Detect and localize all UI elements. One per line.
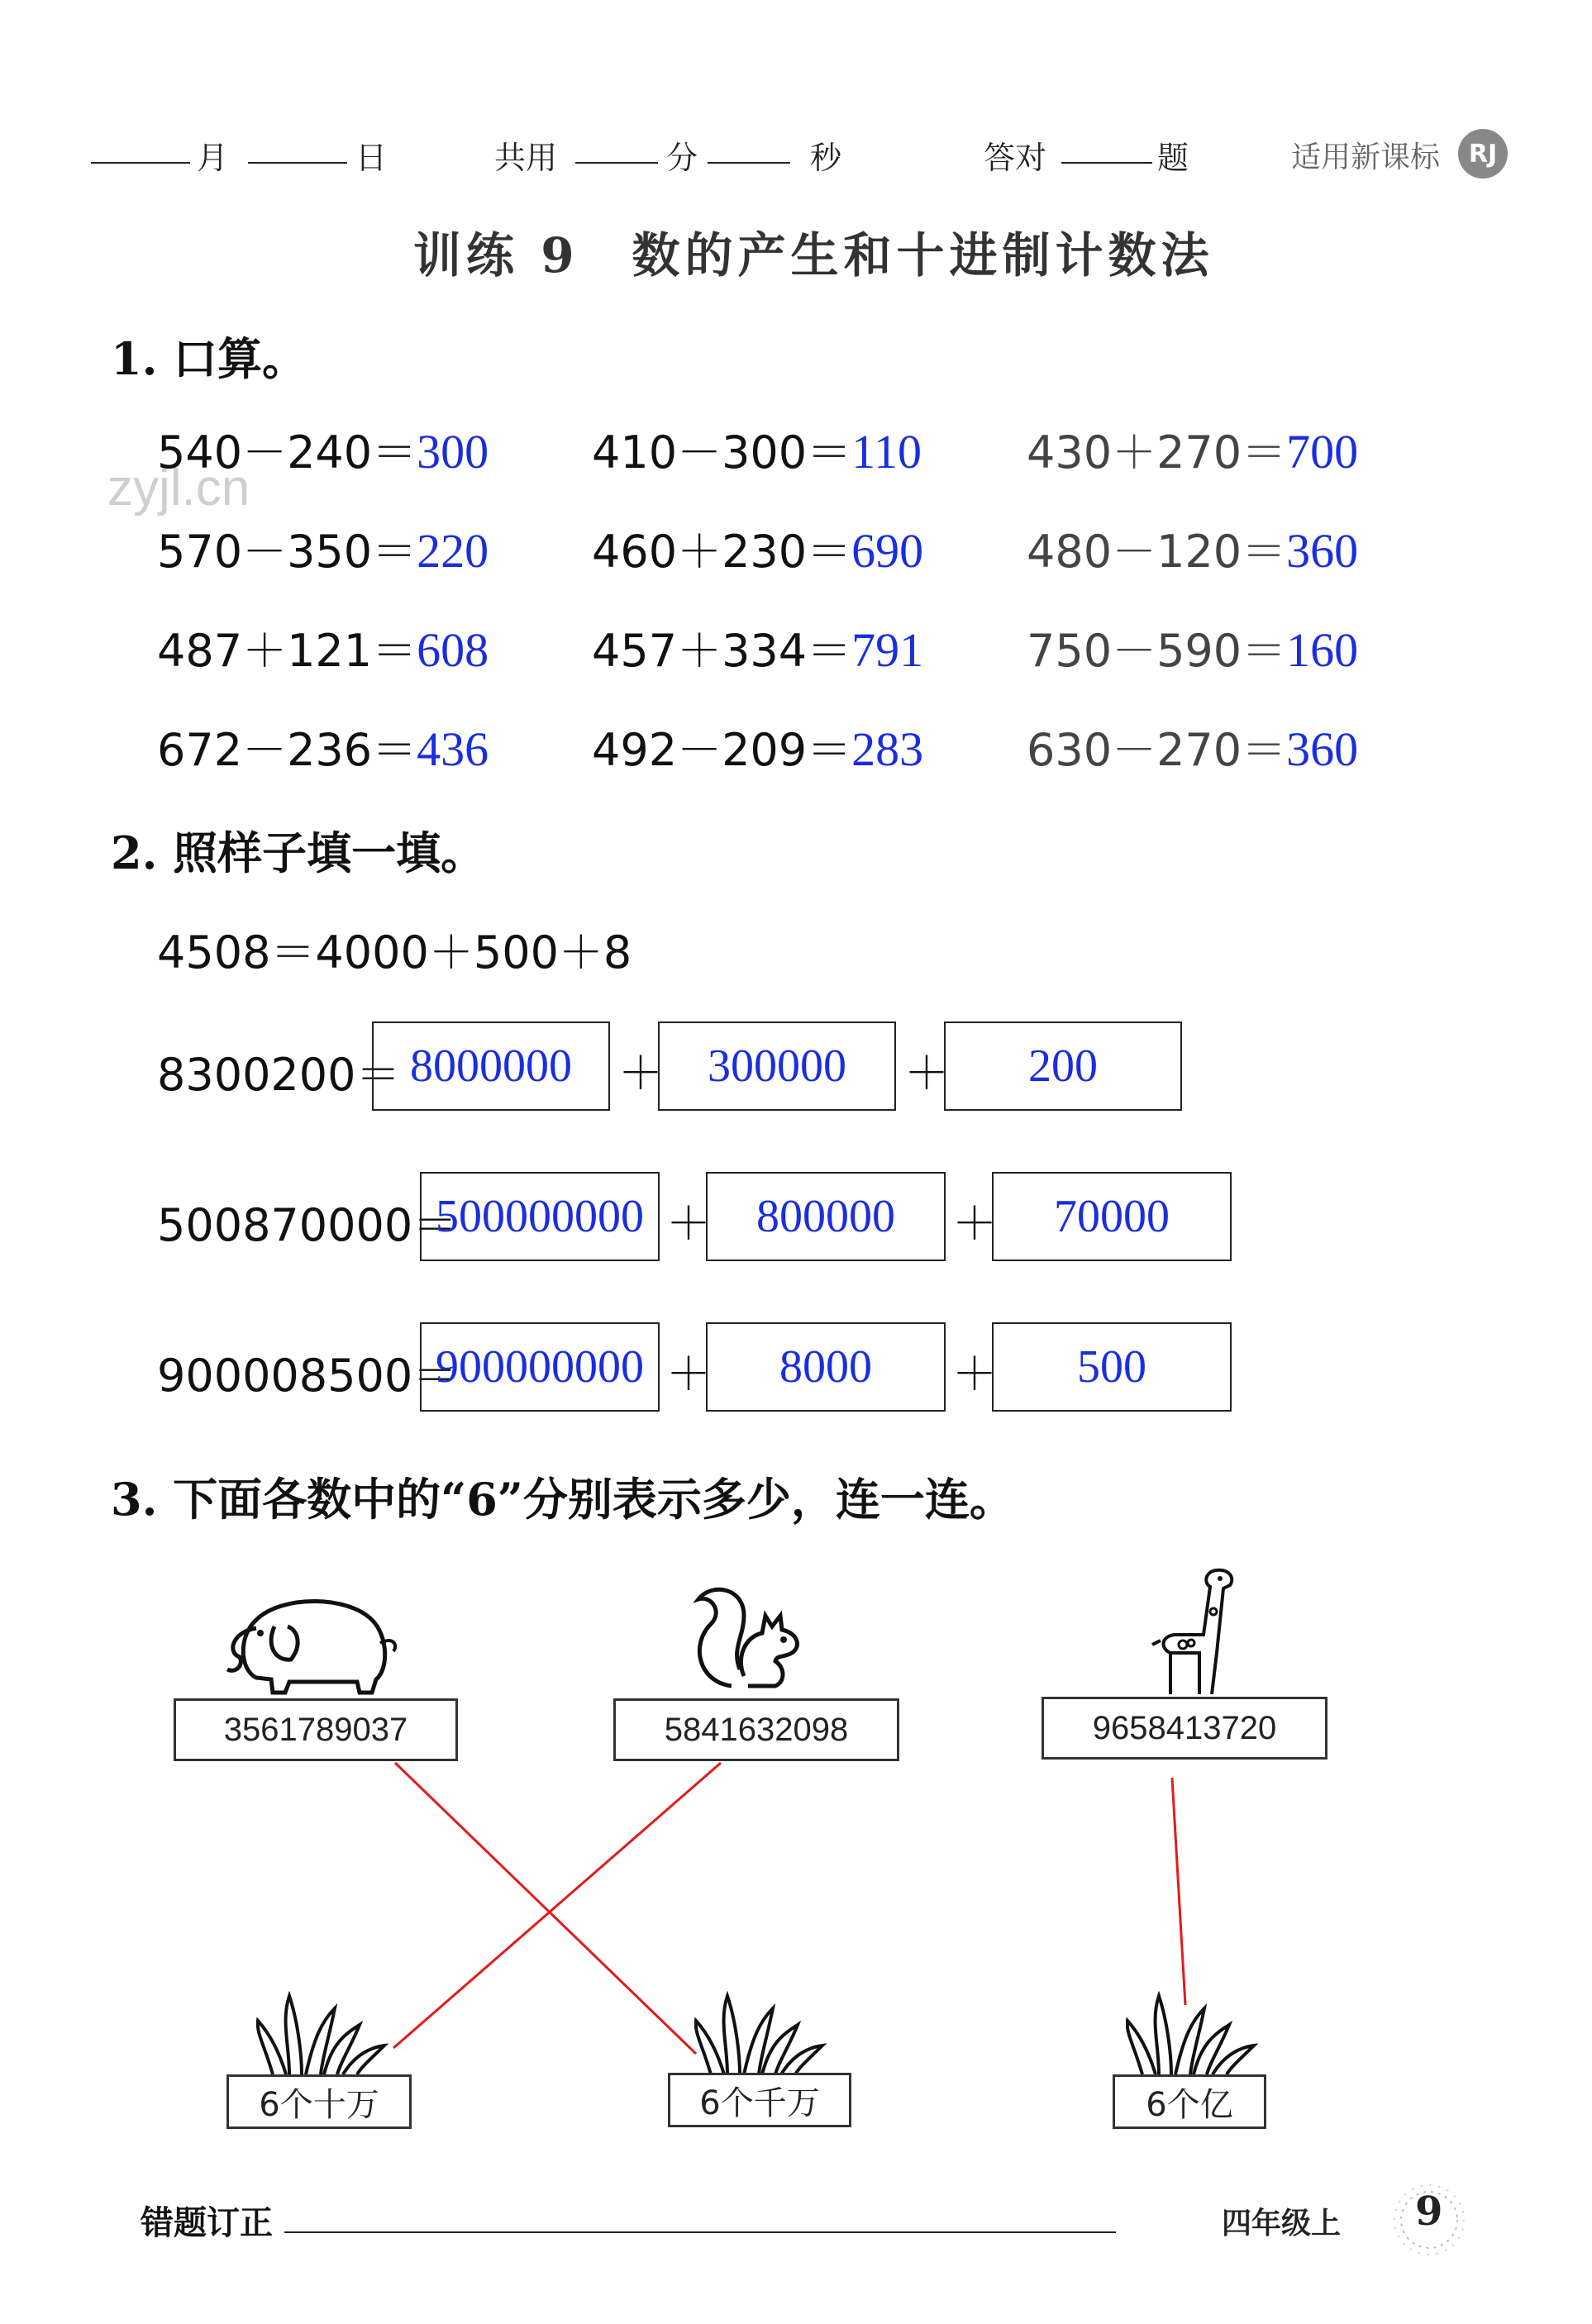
equation-2-1: 570－350＝220	[157, 524, 489, 578]
section2-heading: 2. 照样子填一填。	[111, 826, 486, 879]
answer: 283	[851, 722, 924, 776]
equation-1-1: 540－240＝300	[157, 425, 489, 479]
answer: 700	[1286, 425, 1359, 479]
decompose-lhs-3: 900008500＝	[157, 1350, 458, 1402]
equation-4-1: 672－236＝436	[157, 722, 489, 776]
answer-box[interactable]: 300000	[658, 1022, 896, 1111]
plus-sign: ＋	[952, 1348, 997, 1400]
answer-box[interactable]: 8000	[706, 1322, 946, 1412]
header-total-time: 共用	[494, 140, 558, 176]
decompose-lhs-1: 8300200＝	[157, 1049, 401, 1101]
number-box[interactable]: 9658413720	[1041, 1697, 1327, 1760]
equation-4-3: 630－270＝360	[1027, 722, 1359, 776]
place-value-label[interactable]: 6个十万	[226, 2074, 412, 2129]
equation-3-2: 457＋334＝791	[592, 623, 924, 677]
answer: 690	[851, 524, 924, 578]
answer-box[interactable]: 500	[992, 1322, 1232, 1412]
answer: 110	[851, 425, 922, 479]
answer-box[interactable]: 8000000	[372, 1022, 610, 1111]
plus-sign: ＋	[666, 1348, 711, 1400]
answer-box[interactable]: 800000	[706, 1172, 946, 1261]
answer: 360	[1286, 722, 1359, 776]
header-day: 日	[355, 140, 388, 176]
header-month: 月	[197, 140, 229, 176]
plus-sign: ＋	[618, 1047, 663, 1099]
place-value-label[interactable]: 6个亿	[1113, 2074, 1266, 2129]
connection-line	[395, 1763, 696, 2054]
equation-2-2: 460＋230＝690	[592, 524, 924, 578]
grass-icon	[256, 1988, 388, 2079]
answer: 360	[1286, 524, 1359, 578]
answer-box[interactable]: 900000000	[420, 1322, 660, 1412]
section3-heading: 3. 下面各数中的“6”分别表示多少，连一连。	[111, 1473, 1014, 1526]
header-questions: 题	[1157, 140, 1189, 176]
answer-box[interactable]: 200	[944, 1022, 1182, 1111]
page-title: 训练 9 数的产生和十进制计数法	[413, 227, 1214, 283]
grass-icon	[694, 1988, 827, 2079]
correction-line[interactable]	[284, 2231, 1116, 2233]
answer: 791	[851, 623, 924, 677]
place-value-label[interactable]: 6个千万	[668, 2073, 851, 2127]
connection-line	[393, 1763, 721, 2048]
equation-4-2: 492－209＝283	[592, 722, 924, 776]
decompose-lhs-2: 500870000＝	[157, 1199, 458, 1251]
number-box[interactable]: 3561789037	[174, 1698, 458, 1761]
equation-3-3: 750－590＝160	[1027, 623, 1359, 677]
answer: 220	[417, 524, 489, 578]
equation-2-3: 480－120＝360	[1027, 524, 1359, 578]
example-equation: 4508＝4000＋500＋8	[157, 926, 632, 979]
equation-3-1: 487＋121＝608	[157, 623, 489, 677]
answer: 160	[1286, 623, 1359, 677]
header-curriculum: 适用新课标	[1291, 140, 1441, 174]
correction-label: 错题订正	[141, 2204, 273, 2242]
page-number: 9	[1415, 2188, 1443, 2235]
header-minutes: 分	[666, 140, 698, 176]
number-box[interactable]: 5841632098	[613, 1698, 899, 1761]
plus-sign: ＋	[666, 1198, 711, 1250]
answer: 608	[417, 623, 489, 677]
header-seconds: 秒	[810, 140, 842, 176]
equation-1-3: 430＋270＝700	[1027, 425, 1359, 479]
equation-1-2: 410－300＝110	[592, 425, 922, 479]
header-correct: 答对	[984, 140, 1047, 176]
answer-box[interactable]: 500000000	[420, 1172, 660, 1261]
plus-sign: ＋	[952, 1198, 997, 1250]
answer: 300	[417, 425, 489, 479]
watermark: zyjl.cn	[107, 460, 250, 517]
grass-icon	[1126, 1988, 1258, 2079]
grade-label: 四年级上	[1222, 2207, 1342, 2241]
answer: 436	[417, 722, 489, 776]
rj-badge: RJ	[1458, 129, 1508, 179]
answer-box[interactable]: 70000	[992, 1172, 1232, 1261]
section1-heading: 1. 口算。	[111, 332, 307, 385]
connection-line	[1172, 1778, 1185, 2005]
plus-sign: ＋	[904, 1047, 949, 1099]
